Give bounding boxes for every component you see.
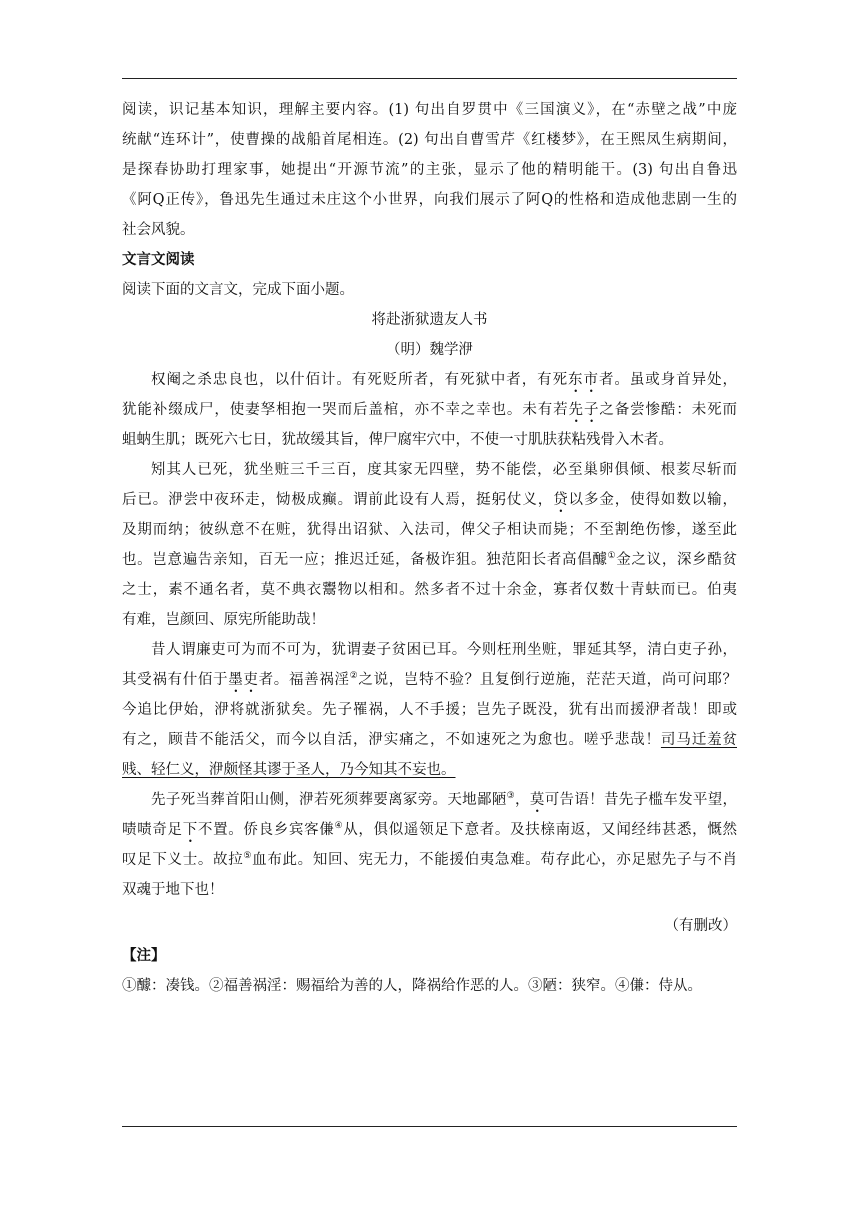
section-title: 文言文阅读 — [122, 252, 195, 268]
notes-heading: 【注】 — [122, 948, 166, 964]
footnote-marker: ② — [349, 671, 359, 682]
text-line — [122, 395, 737, 425]
text-line: 《阿Q正传》，鲁迅先生通过未庄这个小世界，向我们展示了阿Q的性格和造成他悲剧一生的 — [122, 192, 737, 208]
footnote-marker: ③ — [506, 791, 516, 802]
dotted-char: 先 — [568, 402, 584, 418]
text-line: 矧其人已死，犹坐赃三千三百，度其家无四壁，势不能偿，必至巢卵俱倾、根荄尽斩而 — [151, 462, 737, 478]
text-line — [122, 665, 737, 695]
text-span: 有之，顾昔不能活父，而今以自活，洢实痛之，不如速死之为愈也。嗟乎悲哉！ — [122, 732, 661, 748]
paragraph-1 — [122, 365, 737, 455]
text-line: 今追比伊始，洢将就浙狱矣。先子罹祸，人不手援；岂先子既没，犹有出而援洢者哉！即或 — [122, 702, 737, 718]
header-rule — [122, 78, 737, 79]
text-span: 之说，岂特不验？且复倒行逆施，茫茫天道，尚可问耶？ — [358, 672, 737, 688]
article-author: （明）魏学洢 — [386, 342, 473, 358]
text-line — [122, 845, 737, 875]
text-span: 之备尝惨酷：未死而 — [599, 402, 737, 418]
text-line: 统献“连环计”，使曹操的战船首尾相连。(2) 句出自曹雪芹《红楼梦》，在王熙凤生病期间， — [122, 132, 737, 148]
dotted-char: 吏 — [243, 672, 259, 688]
dotted-char: 下 — [182, 822, 198, 838]
text-line — [122, 725, 737, 755]
text-line: 是探春协助打理家事，她提出“开源节流”的主张，显示了他的精明能干。(3) 句出自鲁迅 — [122, 162, 737, 178]
text-span: 权阉之杀忠良也，以什佰计。有死贬所者，有死狱中者，有死 — [151, 372, 569, 388]
paragraph-4 — [122, 785, 737, 905]
intro-text — [122, 95, 737, 245]
text-line — [122, 485, 737, 515]
footer-rule — [122, 1126, 737, 1127]
dotted-char: 市 — [583, 372, 599, 388]
underlined-text: 贱、轻仁义，洢颇怪其谬于圣人，乃今知其不妄也。 — [122, 762, 456, 778]
text-line: 蛆蚋生肌；既死六七日，犹故缓其旨，俾尸腐牢穴中，不使一寸肌肤获粘残骨入木者。 — [122, 432, 673, 448]
text-span: 不置。侨良乡宾客傔 — [197, 822, 335, 838]
text-line: 有难，岂颜回、原宪所能助哉！ — [122, 612, 325, 628]
text-span: 血布此。知回、宪无力，不能援伯夷急难。苟存此心，亦足慰先子与不肖 — [252, 852, 737, 868]
text-span: 可告语！昔先子槛车发平望， — [544, 792, 737, 808]
text-span: 者。虽或身首异处， — [598, 372, 737, 388]
notes-text: ①醵：凑钱。②福善祸淫：赐福给为善的人，降祸给作恶的人。③陋：狭窄。④傔：侍从。 — [122, 978, 702, 994]
paragraph-3 — [122, 635, 737, 785]
dotted-char: 东 — [568, 372, 584, 388]
underlined-text: 司马迁羞贫 — [660, 732, 737, 748]
text-line: 阅读，识记基本知识，理解主要内容。(1) 句出自罗贯中《三国演义》，在“赤壁之战”中庞 — [122, 102, 737, 118]
text-line — [122, 815, 737, 845]
dotted-char: 莫 — [529, 792, 545, 808]
footnote-marker: ① — [607, 551, 617, 562]
text-span: 后已。洢尝中夜环走，恸极成癫。谓前此设有人焉，挺躬仗义， — [122, 492, 554, 508]
text-line — [122, 755, 737, 785]
footnote-marker: ④ — [334, 821, 344, 832]
dotted-char: 墨 — [228, 672, 244, 688]
text-span: 以多金，使得如数以输， — [568, 492, 737, 508]
text-span: 金之议，深乡酷贫 — [616, 552, 737, 568]
text-line: 及期而纳；彼纵意不在赃，犹得出诏狱、入法司，俾父子相诀而毙；不至割绝伤惨，遂至此 — [122, 522, 737, 538]
text-line — [122, 785, 737, 815]
text-span: ， — [515, 792, 530, 808]
text-span: 从，俱似遥领足下意者。及扶榇南返，又闻经纬甚悉，慨然 — [343, 822, 737, 838]
text-span: 先子死当葬首阳山侧，洢若死须葬要离冢旁。天地鄙陋 — [151, 792, 507, 808]
text-line: 双魂于地下也！ — [122, 882, 224, 898]
text-line: 之士，素不通名者，莫不典衣鬻物以相和。然多者不过十余金，寡者仅数十青蚨而已。伯夷 — [122, 582, 737, 598]
document-body — [122, 95, 737, 1001]
article-title: 将赴浙狱遗友人书 — [371, 312, 488, 328]
dotted-char: 子 — [583, 402, 600, 418]
source-note: （有删改） — [664, 918, 737, 934]
instruction-text: 阅读下面的文言文，完成下面小题。 — [122, 282, 354, 298]
paragraph-2 — [122, 455, 737, 635]
footnote-marker: ⑤ — [243, 851, 253, 862]
text-line — [122, 365, 737, 395]
text-line — [122, 545, 737, 575]
dotted-char: 贷 — [553, 492, 569, 508]
text-span: 也。岂意遍告亲知，百无一应；推迟迁延，备极诈狙。独范阳长者高倡醵 — [122, 552, 608, 568]
text-span: 者。福善祸淫 — [258, 672, 350, 688]
text-span: 啧啧奇足 — [122, 822, 183, 838]
text-span: 犹能补缀成尸，使妻孥相抱一哭而后盖棺，亦不幸之幸也。未有若 — [122, 402, 569, 418]
text-line: 昔人谓廉吏可为而不可为，犹谓妻子贫困已耳。今则枉刑坐赃，罪延其孥，清白吏子孙， — [151, 642, 737, 658]
text-span: 其受祸有什佰于 — [122, 672, 229, 688]
text-line: 社会风貌。 — [122, 222, 195, 238]
text-span: 叹足下义士。故拉 — [122, 852, 244, 868]
